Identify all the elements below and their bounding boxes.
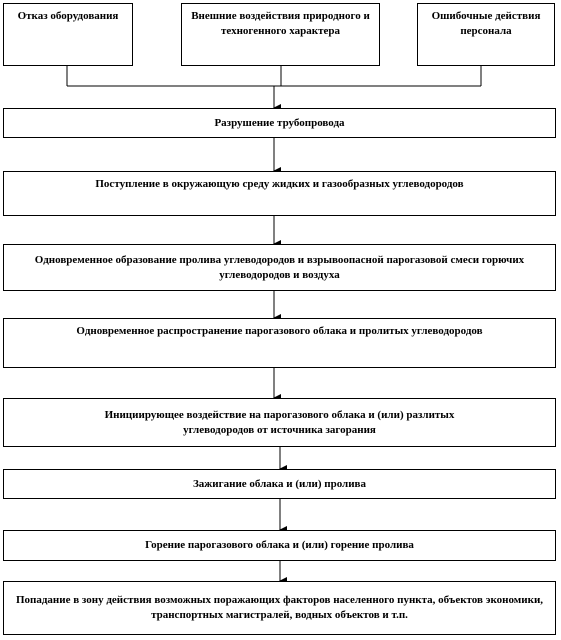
cause-personnel-label: Ошибочные действия персонала: [431, 10, 541, 37]
step-1-label: Разрушение трубопровода: [214, 116, 345, 129]
step-7-label: Горение парогазового облака и (или) горение пролива: [145, 539, 414, 551]
cause-equipment-label: Отказ оборудования: [17, 10, 119, 22]
cause-external-impact: [181, 3, 380, 66]
step-5-label: Инициирующее воздействие на парогазового облака и (или) разлитых углеводородов от источника загорания: [104, 408, 455, 436]
step-combustion: [3, 530, 556, 561]
step-ignition-source-impact: [3, 398, 556, 447]
step-8-label: Попадание в зону действия возможных поражающих факторов населенного пункта, объектов экономики, транспортных магистралей, водных объектов и т.п.: [15, 594, 544, 621]
step-pipeline-destruction: [3, 108, 556, 138]
step-cloud-spread: [3, 318, 556, 368]
step-6-label: Зажигание облака и (или) пролива: [192, 477, 366, 490]
step-ignition: [3, 469, 556, 499]
step-3-label: Одновременное образование пролива углеводородов и взрывоопасной парогазовой смеси горючих углеводородов и воздуха: [34, 253, 525, 281]
cause-personnel-error: [417, 3, 555, 66]
step-damage-zone-exposure: [3, 581, 556, 635]
cause-external-label: Внешние воздействия природного и техногенного характера: [191, 10, 370, 37]
step-hydrocarbon-release: [3, 171, 556, 216]
step-4-label: Одновременное распространение парогазового облака и пролитых углеводородов: [76, 325, 483, 337]
step-2-label: Поступление в окружающую среду жидких и газообразных углеводородов: [95, 178, 464, 190]
cause-equipment-failure: [3, 3, 133, 66]
step-spill-and-vapor-formation: [3, 244, 556, 291]
